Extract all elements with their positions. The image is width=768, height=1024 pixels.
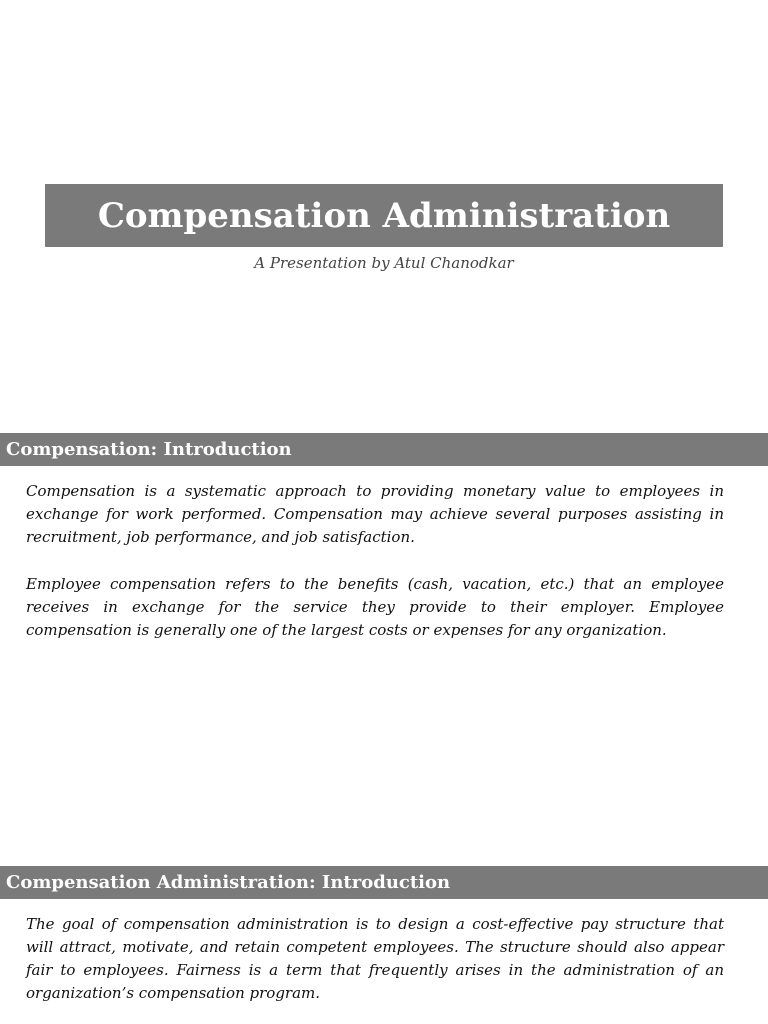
presentation-title: Compensation Administration — [97, 195, 671, 236]
paragraph: Compensation is a systematic approach to providing monetary value to employees in exchange for work performed. Compensation may achieve several purposes assisting in recruitment, job performance, and job satisfaction. — [26, 482, 724, 546]
section-heading: Compensation: Introduction — [6, 439, 292, 460]
paragraph: The goal of compensation administration is to design a cost-effective pay structure that will attract, motivate, and retain competent employees. The structure should also appear fair to employees. Fairness is a term that frequently arises in the administration of an organization’s compensation program. — [26, 915, 724, 1002]
section-header-compensation-intro — [0, 433, 768, 466]
section-heading: Compensation Administration: Introduction — [6, 872, 451, 893]
paragraph: Employee compensation refers to the benefits (cash, vacation, etc.) that an employee receives in exchange for the service they provide to their employer. Employee compensation is generally one of the largest costs or expenses for any organization. — [26, 575, 724, 639]
title-banner — [45, 184, 723, 247]
section-header-administration-intro — [0, 866, 768, 899]
title-slide — [0, 0, 768, 420]
presentation-subtitle: A Presentation by Atul Chanodkar — [254, 254, 514, 272]
